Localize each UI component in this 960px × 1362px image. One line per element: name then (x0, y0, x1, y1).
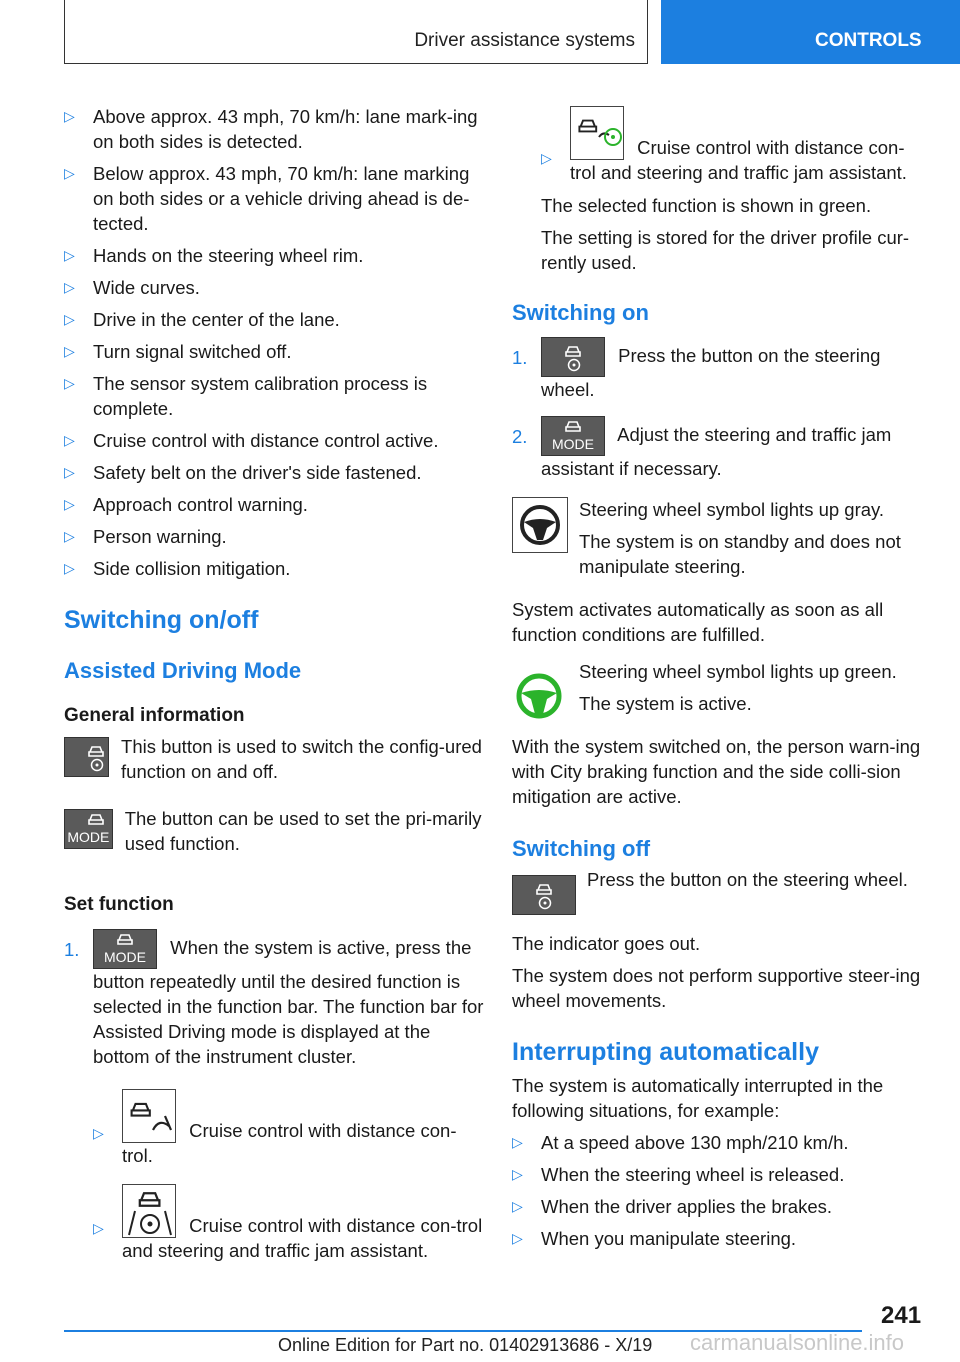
triangle-bullet-icon: ▷ (64, 247, 75, 263)
paragraph-no-steering: The system does not perform supportive steer-ing wheel movements. (512, 965, 921, 1011)
heading-switching-on-off: Switching on/off (64, 606, 259, 634)
switch-off-row (512, 867, 928, 915)
function-option-2 (93, 1184, 484, 1263)
step-number: 1. (512, 347, 528, 368)
paragraph-auto-activate: System activates automatically as soon as all function conditions are fulfilled. (512, 599, 884, 645)
list-item-text: Side collision mitigation. (93, 558, 291, 579)
left-column (64, 104, 484, 1270)
switch-on-step-2-text: Adjust the steering and traffic jam assistant if necessary. (541, 423, 892, 479)
list-item (64, 275, 484, 300)
triangle-bullet-icon: ▷ (512, 1166, 523, 1182)
list-item (64, 524, 484, 549)
triangle-bullet-icon: ▷ (64, 528, 75, 544)
header-section-title: Driver assistance systems (414, 30, 635, 51)
step-number: 1. (64, 939, 80, 960)
list-item (64, 243, 484, 268)
list-item-text: When the steering wheel is released. (541, 1164, 845, 1185)
paragraph-person-warning: With the system switched on, the person warn-ing with City braking function and the side colli-sion mitigation are active. (512, 736, 921, 807)
triangle-bullet-icon: ▷ (64, 165, 75, 181)
green-indicator-text (579, 659, 897, 716)
set-function-step-1 (64, 929, 484, 1069)
paragraph-indicator-out: The indicator goes out. (512, 933, 701, 954)
general-info-text-1: This button is used to switch the config-ured function on and off. (121, 736, 482, 782)
switch-off-text: Press the button on the steering wheel. (587, 869, 908, 890)
paragraph-interrupt-situations: The system is automatically interrupted in the following situations, for example: (512, 1075, 884, 1121)
list-item (64, 104, 484, 154)
list-item-text: The sensor system calibration process is complete. (93, 373, 428, 419)
function-option-3 (541, 106, 928, 185)
list-item-text: Cruise control with distance control active. (93, 430, 439, 451)
gray-indicator-text (579, 497, 928, 579)
heading-switching-off: Switching off (512, 836, 651, 861)
list-item-text: Safety belt on the driver's side fastened. (93, 462, 422, 483)
header-section-box (64, 0, 648, 64)
triangle-bullet-icon: ▷ (64, 311, 75, 327)
mode-button-icon (541, 416, 605, 456)
heading-switching-on: Switching on (512, 300, 649, 325)
green-indicator-line-2: The system is active. (579, 693, 752, 714)
heading-interrupting-automatically: Interrupting automatically (512, 1038, 819, 1066)
paragraph-selected-function: The selected function is shown in green. (541, 195, 872, 216)
list-item (64, 428, 484, 453)
header-chapter-title: CONTROLS (815, 30, 922, 51)
list-item (64, 556, 484, 581)
gray-indicator-row (512, 497, 928, 579)
acc-steering-green-icon (570, 106, 624, 160)
list-item (64, 161, 484, 236)
list-item (64, 460, 484, 485)
gray-indicator-line-2: The system is on standby and does not manipulate steering. (579, 531, 901, 577)
list-item (64, 492, 484, 517)
triangle-bullet-icon: ▷ (512, 1230, 523, 1246)
mode-button-label: MODE (67, 829, 110, 845)
paragraph-setting-stored: The setting is stored for the driver profile cur-rently used. (541, 227, 910, 273)
interrupt-list (512, 1130, 928, 1251)
heading-general-information: General information (64, 705, 245, 726)
function-option-1-text: Cruise control with distance con-trol. (122, 1120, 457, 1166)
list-item-text: When the driver applies the brakes. (541, 1196, 833, 1217)
watermark: carmanualsonline.info (690, 1330, 905, 1355)
list-item-text: Above approx. 43 mph, 70 km/h: lane mark-ing on both sides is detected. (93, 106, 478, 152)
step-1-text: When the system is active, press the button repeatedly until the desired function is selected in the function bar. The function bar for Assisted Driving mode is displayed at the bottom of the instrument cluster. (93, 936, 484, 1067)
right-column (512, 106, 928, 1258)
list-item (64, 371, 484, 421)
list-item (512, 1226, 928, 1251)
triangle-bullet-icon: ▷ (512, 1198, 523, 1214)
list-item (64, 339, 484, 364)
mode-button-icon (64, 809, 113, 849)
mode-button-label: MODE (104, 949, 146, 965)
switch-on-step-1 (512, 337, 928, 402)
triangle-bullet-icon: ▷ (541, 150, 552, 166)
list-item-text: Approach control warning. (93, 494, 308, 515)
triangle-bullet-icon: ▷ (64, 432, 75, 448)
list-item (512, 1130, 928, 1155)
list-item-text: Below approx. 43 mph, 70 km/h: lane marking on both sides or a vehicle driving ahead is de-tected. (93, 163, 470, 234)
mode-button-label: MODE (552, 436, 594, 452)
general-info-row-2 (64, 806, 484, 856)
general-info-row-1 (64, 734, 484, 784)
list-item-text: Person warning. (93, 526, 227, 547)
list-item (512, 1162, 928, 1187)
acc-distance-icon (122, 1089, 176, 1143)
list-item (512, 1194, 928, 1219)
header-chapter-tab (661, 0, 960, 64)
heading-assisted-driving-mode: Assisted Driving Mode (64, 658, 302, 683)
triangle-bullet-icon: ▷ (64, 108, 75, 124)
heading-set-function: Set function (64, 894, 174, 915)
triangle-bullet-icon: ▷ (93, 1125, 104, 1141)
acc-steering-icon (122, 1184, 176, 1238)
triangle-bullet-icon: ▷ (64, 496, 75, 512)
footer-edition: Online Edition for Part no. 01402913686 - X/19 (278, 1335, 653, 1355)
step-number: 2. (512, 426, 528, 447)
general-info-text-2: The button can be used to set the pri-marily used function. (124, 808, 482, 854)
triangle-bullet-icon: ▷ (93, 1220, 104, 1236)
triangle-bullet-icon: ▷ (512, 1134, 523, 1150)
triangle-bullet-icon: ▷ (64, 464, 75, 480)
list-item-text: Turn signal switched off. (93, 341, 292, 362)
assist-button-icon (541, 337, 605, 377)
green-indicator-line-1: Steering wheel symbol lights up green. (579, 661, 897, 682)
function-option-3-text: Cruise control with distance con-trol and steering and traffic jam assistant. (570, 137, 907, 183)
gray-indicator-line-1: Steering wheel symbol lights up gray. (579, 499, 885, 520)
triangle-bullet-icon: ▷ (64, 375, 75, 391)
list-item-text: Wide curves. (93, 277, 200, 298)
list-item-text: When you manipulate steering. (541, 1228, 797, 1249)
condition-list (64, 104, 484, 581)
green-indicator-row (512, 659, 928, 716)
list-item-text: Drive in the center of the lane. (93, 309, 340, 330)
steering-wheel-green-icon (512, 659, 568, 715)
triangle-bullet-icon: ▷ (64, 279, 75, 295)
assist-button-icon (512, 875, 576, 915)
list-item-text: At a speed above 130 mph/210 km/h. (541, 1132, 849, 1153)
function-option-2-text: Cruise control with distance con-trol and steering and traffic jam assistant. (122, 1215, 483, 1261)
function-option-1 (93, 1089, 484, 1168)
mode-button-icon (93, 929, 157, 969)
list-item (64, 307, 484, 332)
switch-on-step-1-text: Press the button on the steering wheel. (541, 344, 881, 400)
page-number: 241 (881, 1302, 922, 1329)
triangle-bullet-icon: ▷ (64, 560, 75, 576)
triangle-bullet-icon: ▷ (64, 343, 75, 359)
assist-button-icon (64, 737, 109, 777)
list-item-text: Hands on the steering wheel rim. (93, 245, 364, 266)
steering-wheel-gray-icon (512, 497, 568, 553)
switch-on-step-2 (512, 416, 928, 481)
